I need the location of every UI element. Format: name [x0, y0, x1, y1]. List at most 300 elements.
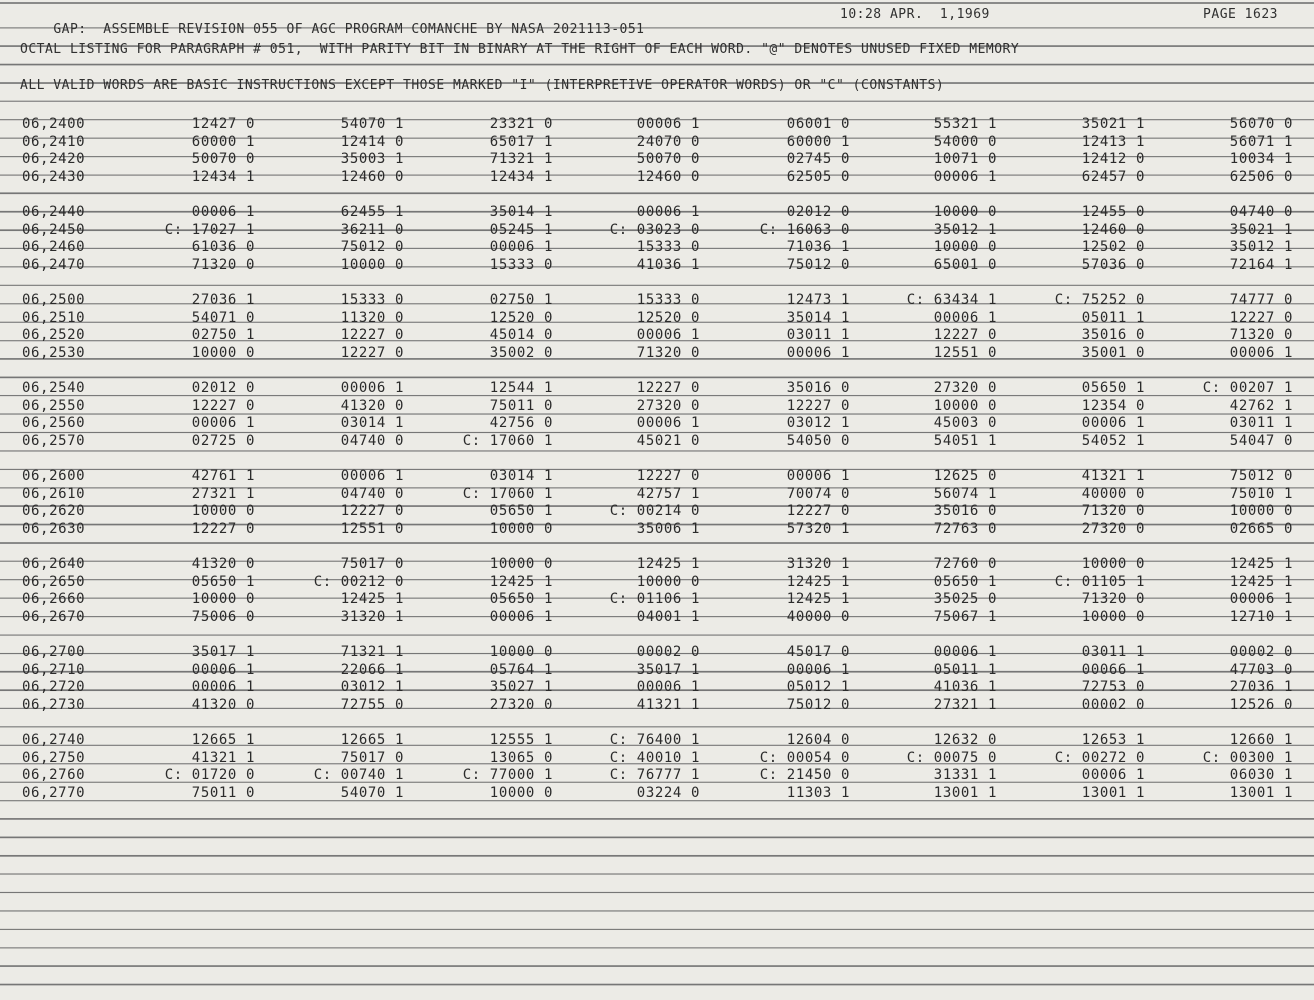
row-address: 06,2500 [22, 292, 86, 308]
octal-word: 00006 1 [933, 309, 997, 326]
octal-word: 15333 0 [636, 239, 700, 256]
octal-word: 75012 0 [786, 696, 850, 713]
octal-word: 05011 1 [1081, 309, 1145, 326]
listing-row [0, 168, 1314, 186]
octal-word: 75012 0 [340, 239, 404, 256]
page-number: PAGE 1623 [1203, 7, 1278, 22]
octal-word: 12412 0 [1081, 151, 1145, 168]
listing-row [0, 573, 1314, 591]
row-address: 06,2760 [22, 767, 86, 784]
octal-word: 27320 0 [933, 380, 997, 396]
octal-word: 35017 1 [191, 644, 255, 660]
octal-word: C: 03023 0 [609, 221, 700, 238]
octal-word: 00006 1 [786, 344, 850, 361]
octal-word: 54000 0 [933, 133, 997, 150]
octal-word: 03014 1 [340, 415, 404, 432]
octal-word: 12632 0 [933, 732, 997, 748]
octal-word: 05650 1 [933, 573, 997, 590]
octal-word: C: 00212 0 [313, 573, 404, 590]
octal-word: 12227 0 [340, 503, 404, 520]
row-address: 06,2530 [22, 344, 86, 361]
octal-word: 42761 1 [191, 468, 255, 484]
octal-word: 00006 1 [1229, 591, 1293, 608]
listing-row [0, 414, 1314, 432]
row-address: 06,2450 [22, 221, 86, 238]
octal-word: 10000 0 [191, 591, 255, 608]
octal-word: 10000 0 [1229, 503, 1293, 520]
octal-word: 12604 0 [786, 732, 850, 748]
octal-word: C: 00214 0 [609, 503, 700, 520]
listing-row [0, 555, 1314, 573]
listing-row [0, 379, 1314, 397]
row-address: 06,2430 [22, 168, 86, 185]
row-address: 06,2700 [22, 644, 86, 660]
octal-word: 15333 0 [636, 292, 700, 308]
octal-word: 35012 1 [1229, 239, 1293, 256]
listing-row [0, 309, 1314, 327]
listing-row [0, 203, 1314, 221]
listing-row [0, 520, 1314, 538]
octal-word: C: 00740 1 [313, 767, 404, 784]
row-address: 06,2510 [22, 309, 86, 326]
octal-word: 71320 0 [636, 344, 700, 361]
row-address: 06,2670 [22, 608, 86, 625]
octal-word: 15333 0 [340, 292, 404, 308]
octal-word: 62455 1 [340, 204, 404, 220]
octal-word: 41320 0 [340, 397, 404, 414]
octal-word: 41320 0 [191, 556, 255, 572]
octal-word: 54050 0 [786, 432, 850, 449]
octal-word: 12455 0 [1081, 204, 1145, 220]
octal-word: 12710 1 [1229, 608, 1293, 625]
octal-word: 12473 1 [786, 292, 850, 308]
octal-word: 57320 1 [786, 520, 850, 537]
octal-word: 00006 1 [636, 679, 700, 696]
listing-row [0, 133, 1314, 151]
octal-word: 35003 1 [340, 151, 404, 168]
header-timestamp: 10:28 APR. 1,1969 [840, 7, 990, 22]
octal-word: 12502 0 [1081, 239, 1145, 256]
octal-word: 35025 0 [933, 591, 997, 608]
listing-row [0, 749, 1314, 767]
row-address: 06,2470 [22, 256, 86, 273]
octal-word: 12227 0 [191, 397, 255, 414]
octal-word: 75012 0 [786, 256, 850, 273]
octal-word: 00006 1 [786, 468, 850, 484]
header-line-3: ALL VALID WORDS ARE BASIC INSTRUCTIONS EXCEPT THOSE MARKED "I" (INTERPRETIVE OPERATOR WORDS) OR "C" (CONSTANTS) [20, 78, 945, 93]
octal-word: 00006 1 [786, 661, 850, 678]
octal-word: 71321 1 [340, 644, 404, 660]
octal-word: 22066 1 [340, 661, 404, 678]
octal-word: 12544 1 [489, 380, 553, 396]
octal-word: 35016 0 [786, 380, 850, 396]
octal-word: 45017 0 [786, 644, 850, 660]
octal-word: 27320 0 [636, 397, 700, 414]
octal-word: 54052 1 [1081, 432, 1145, 449]
row-address: 06,2710 [22, 661, 86, 678]
octal-word: 00066 1 [1081, 661, 1145, 678]
octal-word: 00006 1 [340, 380, 404, 396]
listing-row [0, 221, 1314, 239]
octal-word: 55321 1 [933, 116, 997, 132]
octal-word: 10000 0 [489, 644, 553, 660]
octal-word: 12653 1 [1081, 732, 1145, 748]
octal-word: 03014 1 [489, 468, 553, 484]
listing-row [0, 643, 1314, 661]
octal-word: 10000 0 [933, 239, 997, 256]
octal-word: 12425 1 [1229, 573, 1293, 590]
octal-word: C: 16063 0 [759, 221, 850, 238]
listing-row [0, 397, 1314, 415]
listing-row [0, 485, 1314, 503]
octal-word: 11320 0 [340, 309, 404, 326]
octal-word: 12665 1 [191, 732, 255, 748]
row-address: 06,2600 [22, 468, 86, 484]
row-address: 06,2520 [22, 327, 86, 344]
octal-word: 12660 1 [1229, 732, 1293, 748]
octal-word: 71320 0 [1081, 591, 1145, 608]
octal-word: 75017 0 [340, 749, 404, 766]
octal-word: 03011 1 [1229, 415, 1293, 432]
row-address: 06,2400 [22, 116, 86, 132]
octal-word: 03011 1 [786, 327, 850, 344]
octal-word: 12555 1 [489, 732, 553, 748]
row-address: 06,2740 [22, 732, 86, 748]
octal-word: 71320 0 [1081, 503, 1145, 520]
octal-word: 12227 0 [340, 344, 404, 361]
octal-word: 12434 1 [489, 168, 553, 185]
octal-word: C: 01720 0 [164, 767, 255, 784]
listing-row [0, 678, 1314, 696]
listing-row [0, 731, 1314, 749]
octal-word: 47703 0 [1229, 661, 1293, 678]
octal-word: 12625 0 [933, 468, 997, 484]
header-title: GAP: ASSEMBLE REVISION 055 OF AGC PROGRAM COMANCHE BY NASA 2021113-051 [53, 22, 645, 37]
octal-word: 60000 1 [786, 133, 850, 150]
octal-word: 23321 0 [489, 116, 553, 132]
octal-word: 56070 0 [1229, 116, 1293, 132]
octal-word: 35001 0 [1081, 344, 1145, 361]
octal-word: 15333 0 [489, 256, 553, 273]
row-address: 06,2540 [22, 380, 86, 396]
octal-word: 35021 1 [1081, 116, 1145, 132]
octal-word: 12413 1 [1081, 133, 1145, 150]
octal-word: 13001 1 [933, 784, 997, 801]
octal-word: 12526 0 [1229, 696, 1293, 713]
octal-word: 05650 1 [191, 573, 255, 590]
octal-word: 00006 1 [1081, 767, 1145, 784]
octal-word: 12460 0 [340, 168, 404, 185]
octal-word: 57036 0 [1081, 256, 1145, 273]
octal-word: 27320 0 [1081, 520, 1145, 537]
octal-word: 12520 0 [636, 309, 700, 326]
octal-word: 12227 0 [786, 397, 850, 414]
octal-word: C: 00075 0 [906, 749, 997, 766]
octal-word: 10000 0 [489, 784, 553, 801]
row-address: 06,2720 [22, 679, 86, 696]
octal-word: 12414 0 [340, 133, 404, 150]
octal-word: 27321 1 [191, 485, 255, 502]
octal-word: 12227 0 [933, 327, 997, 344]
octal-word: 02750 1 [191, 327, 255, 344]
octal-word: 10000 0 [1081, 608, 1145, 625]
octal-word: C: 40010 1 [609, 749, 700, 766]
octal-word: 03012 1 [786, 415, 850, 432]
octal-word: 02745 0 [786, 151, 850, 168]
octal-word: 11303 1 [786, 784, 850, 801]
octal-word: 10034 1 [1229, 151, 1293, 168]
listing-row [0, 256, 1314, 274]
octal-word: 35017 1 [636, 661, 700, 678]
octal-word: 31320 1 [786, 556, 850, 572]
row-address: 06,2440 [22, 204, 86, 220]
listing-row [0, 344, 1314, 362]
listing-row [0, 150, 1314, 168]
octal-word: 00006 1 [489, 608, 553, 625]
octal-word: 31320 1 [340, 608, 404, 625]
octal-word: 00006 1 [1229, 344, 1293, 361]
octal-word: 00006 1 [191, 661, 255, 678]
octal-word: 41321 1 [636, 696, 700, 713]
octal-word: 54047 0 [1229, 432, 1293, 449]
octal-word: C: 00300 1 [1202, 749, 1293, 766]
octal-word: 13001 1 [1081, 784, 1145, 801]
octal-word: 35016 0 [1081, 327, 1145, 344]
listing-row [0, 608, 1314, 626]
row-address: 06,2570 [22, 432, 86, 449]
octal-word: 12425 1 [340, 591, 404, 608]
octal-word: 62457 0 [1081, 168, 1145, 185]
octal-word: 35006 1 [636, 520, 700, 537]
octal-word: 65017 1 [489, 133, 553, 150]
octal-word: 12354 0 [1081, 397, 1145, 414]
octal-word: 60000 1 [191, 133, 255, 150]
octal-word: 10000 0 [191, 503, 255, 520]
octal-word: 27320 0 [489, 696, 553, 713]
listing-row [0, 696, 1314, 714]
octal-word: 00006 1 [489, 239, 553, 256]
octal-word: C: 00272 0 [1054, 749, 1145, 766]
octal-word: 00006 1 [636, 204, 700, 220]
octal-word: 41320 0 [191, 696, 255, 713]
octal-word: 24070 0 [636, 133, 700, 150]
row-address: 06,2620 [22, 503, 86, 520]
octal-word: 05764 1 [489, 661, 553, 678]
octal-word: 42757 1 [636, 485, 700, 502]
octal-word: 10000 0 [933, 397, 997, 414]
octal-word: 45021 0 [636, 432, 700, 449]
octal-word: 41036 1 [933, 679, 997, 696]
octal-word: 75017 0 [340, 556, 404, 572]
octal-word: 45014 0 [489, 327, 553, 344]
octal-word: 74777 0 [1229, 292, 1293, 308]
octal-word: 10000 0 [933, 204, 997, 220]
octal-word: 00006 1 [191, 415, 255, 432]
octal-word: 42756 0 [489, 415, 553, 432]
octal-word: 35016 0 [933, 503, 997, 520]
row-address: 06,2730 [22, 696, 86, 713]
octal-word: 54070 1 [340, 784, 404, 801]
octal-word: 72753 0 [1081, 679, 1145, 696]
row-address: 06,2410 [22, 133, 86, 150]
octal-word: 12425 1 [786, 591, 850, 608]
listing-row [0, 115, 1314, 133]
listing-row [0, 432, 1314, 450]
octal-word: 75006 0 [191, 608, 255, 625]
octal-word: 65001 0 [933, 256, 997, 273]
octal-word: 41321 1 [1081, 468, 1145, 484]
octal-word: 03224 0 [636, 784, 700, 801]
octal-word: 71320 0 [1229, 327, 1293, 344]
octal-word: C: 75252 0 [1054, 292, 1145, 308]
octal-word: 72755 0 [340, 696, 404, 713]
octal-word: 27036 1 [1229, 679, 1293, 696]
octal-word: 05650 1 [489, 503, 553, 520]
octal-word: 12551 0 [933, 344, 997, 361]
octal-word: 10000 0 [636, 573, 700, 590]
octal-word: 35002 0 [489, 344, 553, 361]
octal-word: 12227 0 [636, 468, 700, 484]
row-address: 06,2650 [22, 573, 86, 590]
octal-word: 03011 1 [1081, 644, 1145, 660]
octal-word: 12425 1 [489, 573, 553, 590]
octal-word: 12425 1 [786, 573, 850, 590]
octal-word: 71321 1 [489, 151, 553, 168]
octal-word: 00006 1 [636, 327, 700, 344]
row-address: 06,2770 [22, 784, 86, 801]
octal-word: 00006 1 [636, 116, 700, 132]
octal-word: 06030 1 [1229, 767, 1293, 784]
octal-word: 36211 0 [340, 221, 404, 238]
octal-word: 00006 1 [636, 415, 700, 432]
octal-word: 12520 0 [489, 309, 553, 326]
octal-word: 35027 1 [489, 679, 553, 696]
octal-word: 12227 0 [1229, 309, 1293, 326]
octal-word: 12227 0 [786, 503, 850, 520]
octal-word: 40000 0 [1081, 485, 1145, 502]
octal-word: 72164 1 [1229, 256, 1293, 273]
octal-word: C: 01105 1 [1054, 573, 1145, 590]
listing-row [0, 590, 1314, 608]
octal-word: 06001 0 [786, 116, 850, 132]
octal-word: C: 63434 1 [906, 292, 997, 308]
row-address: 06,2610 [22, 485, 86, 502]
row-address: 06,2560 [22, 415, 86, 432]
octal-word: 00006 1 [933, 644, 997, 660]
octal-word: 72760 0 [933, 556, 997, 572]
octal-word: 56074 1 [933, 485, 997, 502]
row-address: 06,2660 [22, 591, 86, 608]
octal-word: C: 00054 0 [759, 749, 850, 766]
octal-word: 35014 1 [489, 204, 553, 220]
header-line-2: OCTAL LISTING FOR PARAGRAPH # 051, WITH PARITY BIT IN BINARY AT THE RIGHT OF EACH WORD. "@" DENOTES UNUSED FIXED MEMORY [20, 42, 1020, 57]
octal-word: 02725 0 [191, 432, 255, 449]
octal-word: 00002 0 [1229, 644, 1293, 660]
octal-word: C: 77000 1 [462, 767, 553, 784]
octal-word: 50070 0 [636, 151, 700, 168]
octal-word: 02012 0 [191, 380, 255, 396]
octal-word: 12227 0 [340, 327, 404, 344]
octal-word: 12425 1 [636, 556, 700, 572]
octal-word: 54070 1 [340, 116, 404, 132]
octal-word: 31331 1 [933, 767, 997, 784]
octal-word: 00006 1 [191, 679, 255, 696]
octal-word: 35014 1 [786, 309, 850, 326]
octal-word: 00006 1 [340, 468, 404, 484]
octal-word: 00006 1 [933, 168, 997, 185]
octal-word: 62506 0 [1229, 168, 1293, 185]
row-address: 06,2630 [22, 520, 86, 537]
octal-word: 12460 0 [636, 168, 700, 185]
octal-word: 71320 0 [191, 256, 255, 273]
octal-word: 27036 1 [191, 292, 255, 308]
listing-row [0, 661, 1314, 679]
octal-word: 61036 0 [191, 239, 255, 256]
octal-word: 00006 1 [1081, 415, 1145, 432]
listing-row [0, 502, 1314, 520]
octal-word: 56071 1 [1229, 133, 1293, 150]
octal-word: 42762 1 [1229, 397, 1293, 414]
octal-word: 12427 0 [191, 116, 255, 132]
octal-word: 00002 0 [636, 644, 700, 660]
octal-word: 12665 1 [340, 732, 404, 748]
listing-row [0, 784, 1314, 802]
octal-word: C: 21450 0 [759, 767, 850, 784]
octal-word: 04740 0 [340, 485, 404, 502]
octal-word: 62505 0 [786, 168, 850, 185]
octal-word: 05012 1 [786, 679, 850, 696]
octal-word: 50070 0 [191, 151, 255, 168]
octal-word: 27321 1 [933, 696, 997, 713]
octal-word: 05011 1 [933, 661, 997, 678]
listing-row [0, 326, 1314, 344]
octal-word: 75067 1 [933, 608, 997, 625]
octal-word: 41321 1 [191, 749, 255, 766]
octal-word: 03012 1 [340, 679, 404, 696]
octal-word: 00002 0 [1081, 696, 1145, 713]
octal-word: 10000 0 [489, 556, 553, 572]
octal-word: 12425 1 [1229, 556, 1293, 572]
row-address: 06,2420 [22, 151, 86, 168]
row-address: 06,2460 [22, 239, 86, 256]
row-address: 06,2550 [22, 397, 86, 414]
octal-word: 13065 0 [489, 749, 553, 766]
octal-word: 12227 0 [191, 520, 255, 537]
octal-word: C: 76777 1 [609, 767, 700, 784]
octal-word: 10000 0 [191, 344, 255, 361]
listing-row [0, 766, 1314, 784]
octal-word: 12551 0 [340, 520, 404, 537]
octal-word: C: 01106 1 [609, 591, 700, 608]
octal-word: 10000 0 [1081, 556, 1145, 572]
row-address: 06,2750 [22, 749, 86, 766]
octal-word: 75011 0 [489, 397, 553, 414]
octal-word: 02012 0 [786, 204, 850, 220]
octal-word: C: 17060 1 [462, 432, 553, 449]
listing-row [0, 291, 1314, 309]
octal-word: 04740 0 [1229, 204, 1293, 220]
octal-word: 00006 1 [191, 204, 255, 220]
octal-word: 12434 1 [191, 168, 255, 185]
octal-word: 41036 1 [636, 256, 700, 273]
octal-word: 35021 1 [1229, 221, 1293, 238]
octal-word: C: 17060 1 [462, 485, 553, 502]
octal-word: 13001 1 [1229, 784, 1293, 801]
octal-word: 10000 0 [340, 256, 404, 273]
octal-word: 35012 1 [933, 221, 997, 238]
octal-word: 45003 0 [933, 415, 997, 432]
octal-word: 70074 0 [786, 485, 850, 502]
